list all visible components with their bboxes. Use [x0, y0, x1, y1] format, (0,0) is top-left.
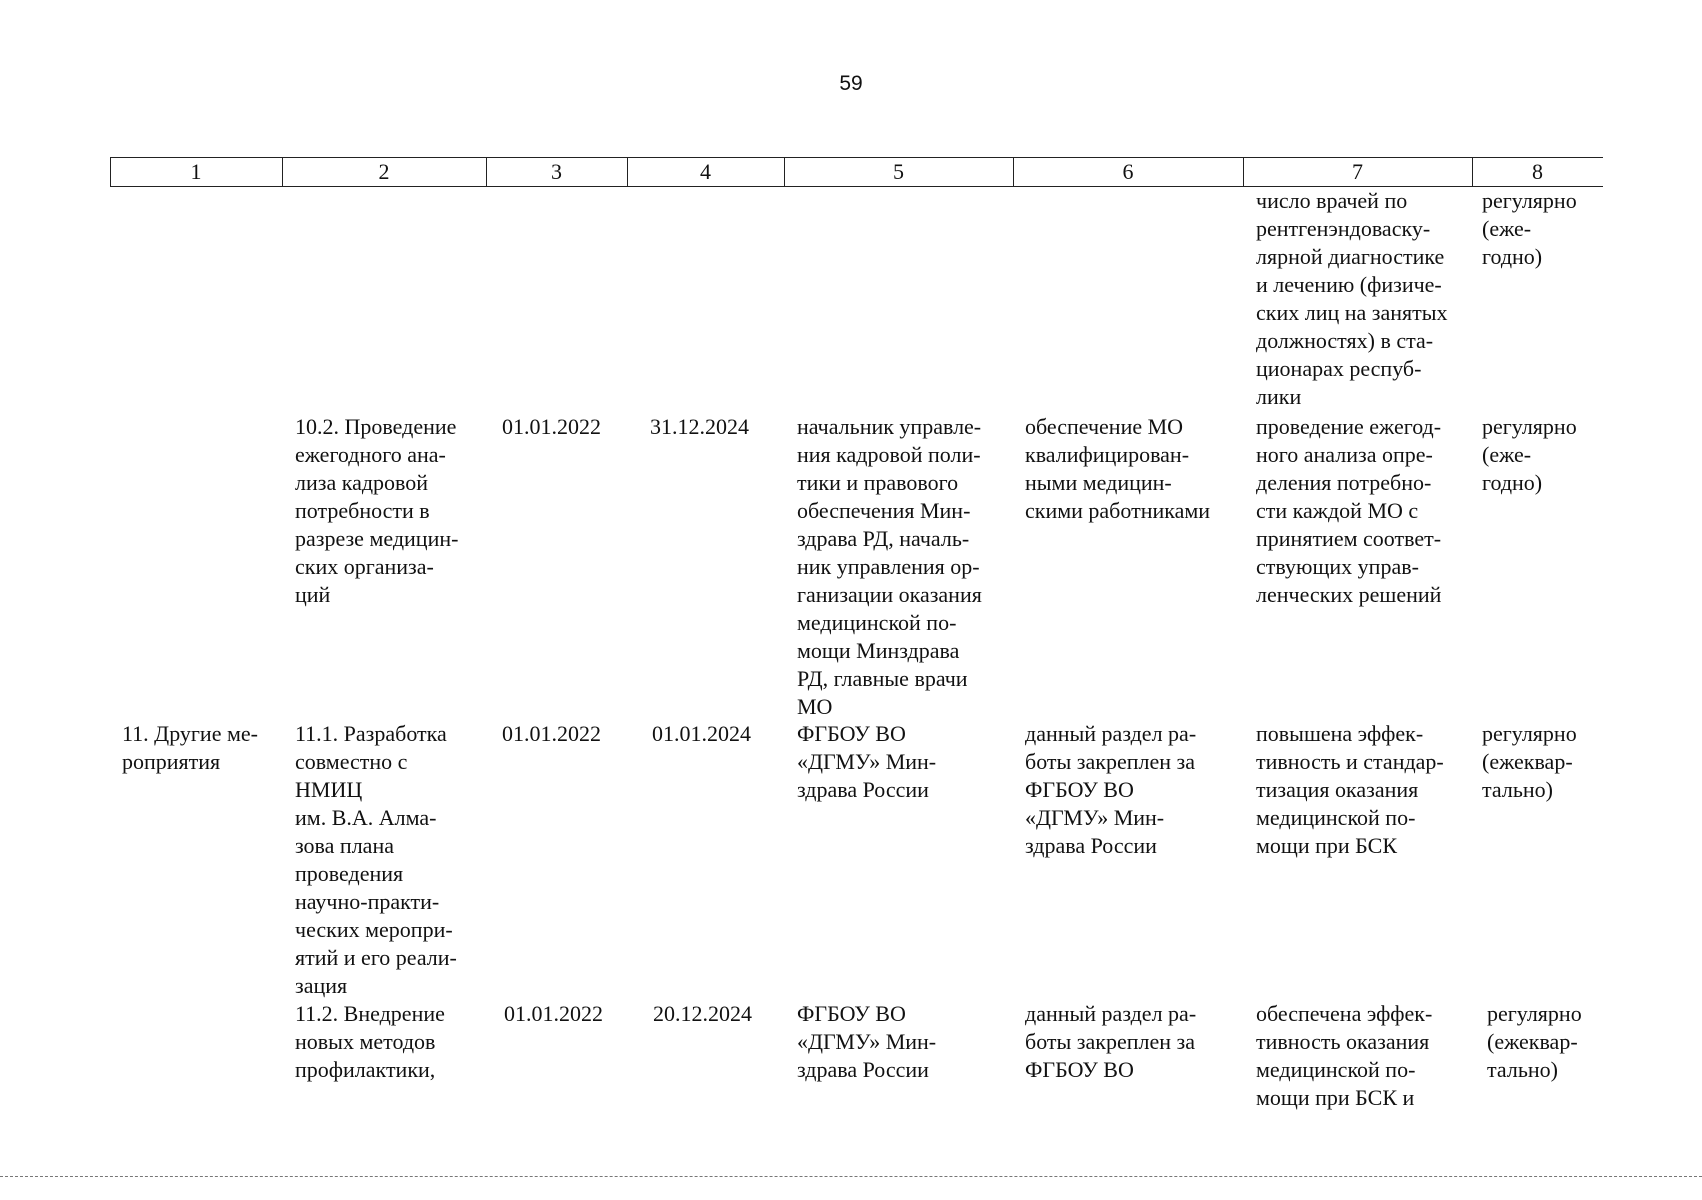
- table-top-border: [110, 157, 1603, 158]
- table-cell: обеспечена эффек- тивность оказания медицинской по- мощи при БСК и: [1256, 1001, 1433, 1110]
- table-cell: регулярно (ежеквар- тально): [1487, 1001, 1582, 1082]
- table-cell: 10.2. Проведение ежегодного ана- лиза кадровой потребности в разрезе медицин- ских организа- ций: [295, 414, 459, 607]
- column-header: 4: [700, 159, 711, 184]
- column-header: 2: [378, 159, 390, 184]
- column-header: 8: [1532, 159, 1543, 184]
- table-cell: данный раздел ра- боты закреплен за ФГБОУ ВО: [1025, 1001, 1197, 1082]
- column-header: 6: [1122, 159, 1134, 184]
- column-header: 1: [190, 159, 202, 184]
- table-cell: обеспечение МО квалифицирован- ными медицин- скими работниками: [1025, 414, 1211, 523]
- table-cell: 11.2. Внедрение новых методов профилактики,: [295, 1001, 445, 1082]
- table-cell: ФГБОУ ВО «ДГМУ» Мин- здрава России: [797, 1001, 937, 1082]
- table-cell: регулярно (еже- годно): [1482, 414, 1577, 495]
- table-cell: 20.12.2024: [653, 1001, 752, 1026]
- table-cell: ФГБОУ ВО «ДГМУ» Мин- здрава России: [797, 721, 937, 802]
- table-cell: 11. Другие ме- роприятия: [122, 721, 258, 774]
- table-cell: данный раздел ра- боты закреплен за ФГБОУ ВО «ДГМУ» Мин- здрава России: [1025, 721, 1197, 858]
- page-number: 59: [839, 72, 863, 95]
- column-header: 3: [551, 159, 562, 184]
- column-header: 7: [1352, 159, 1363, 184]
- table-cell: 01.01.2022: [504, 1001, 603, 1026]
- table-cell: 11.1. Разработка совместно с НМИЦ им. В.А. Алма- зова плана проведения научно-практи- ческих меропри- ятий и его реали- зация: [295, 721, 457, 998]
- table-cell: 01.01.2022: [502, 414, 601, 439]
- table-cell: регулярно (ежеквар- тально): [1482, 721, 1577, 802]
- column-header: 5: [893, 159, 904, 184]
- table-cell: 01.01.2022: [502, 721, 601, 746]
- table-cell: 01.01.2024: [652, 721, 751, 746]
- table-cell: повышена эффек- тивность и стандар- тизация оказания медицинской по- мощи при БСК: [1256, 721, 1444, 858]
- table-cell: регулярно (еже- годно): [1482, 188, 1577, 269]
- table-cell: начальник управле- ния кадровой поли- тики и правового обеспечения Мин- здрава РД, началь- ник управления ор- ганизации оказания медицинской по- мощи Минздрава РД, главные врачи МО: [797, 414, 982, 719]
- table-cell: число врачей по рентгенэндоваску- лярной диагностике и лечению (физиче- ских лиц на занятых должностях) в ста- ционарах респуб- лики: [1256, 188, 1448, 409]
- table-cell: проведение ежегод- ного анализа опре- деления потребно- сти каждой МО с принятием соответ- ствующих управ- ленческих решений: [1256, 414, 1442, 607]
- table-cell: 31.12.2024: [650, 414, 749, 439]
- page-bottom-edge: [0, 1176, 1702, 1177]
